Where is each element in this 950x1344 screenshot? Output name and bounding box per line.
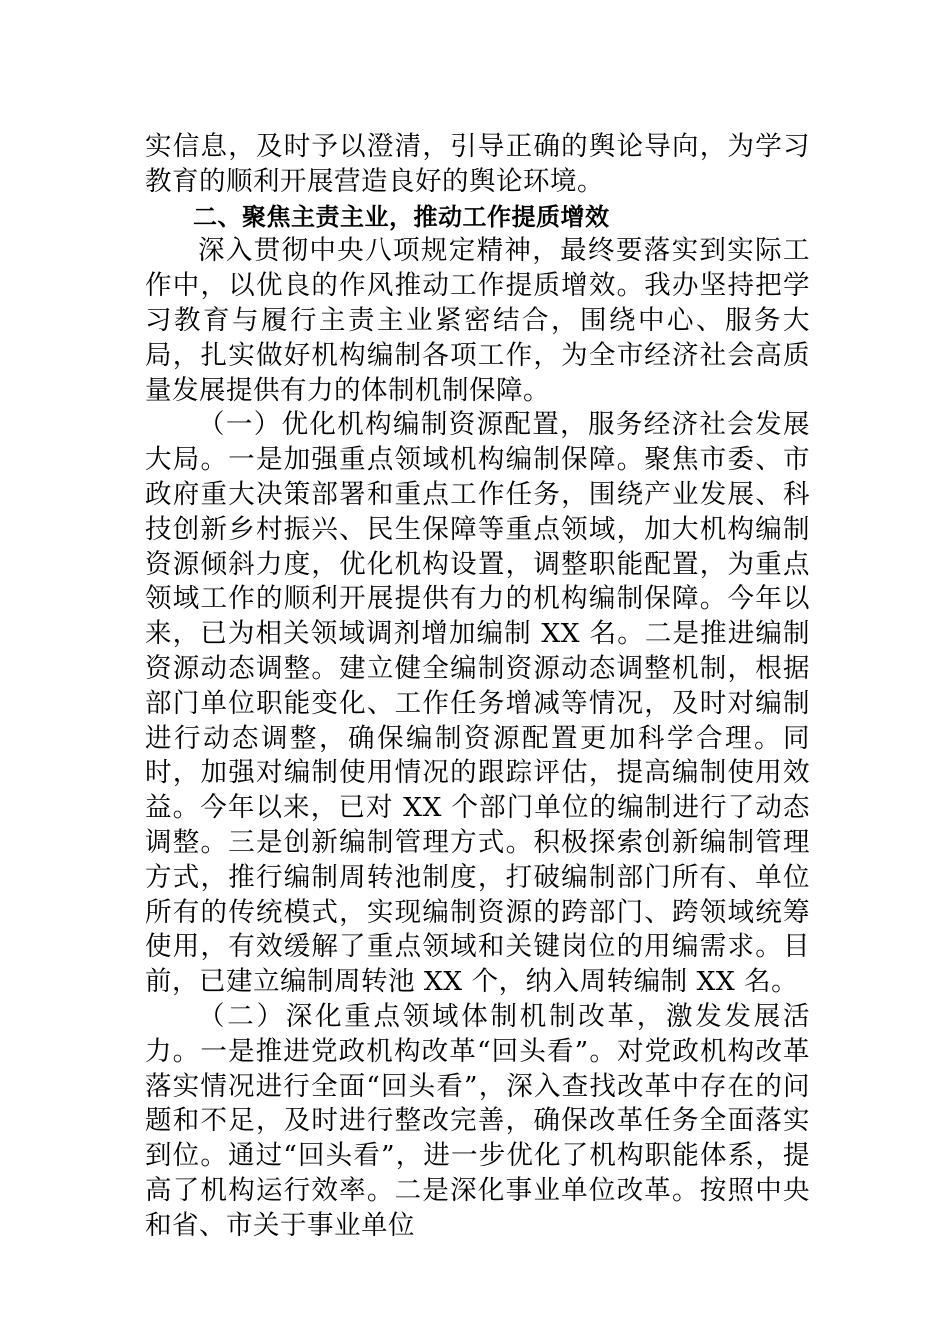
- paragraph-continuation: 实信息，及时予以澄清，引导正确的舆论导向，为学习教育的顺利开展营造良好的舆论环境。: [145, 131, 810, 197]
- paragraph-intro: 深入贯彻中央八项规定精神，最终要落实到实际工作中，以优良的作风推动工作提质增效。我办坚持把学习教育与履行主责主业紧密结合，围绕中心、服务大局，扎实做好机构编制各项工作，为全市经济社会高质量发展提供有力的体制机制保障。: [145, 235, 810, 406]
- paragraph-subsection-2: （二）深化重点领域体制机制改革，激发发展活力。一是推进党政机构改革“回头看”。对党政机构改革落实情况进行全面“回头看”，深入查找改革中存在的问题和不足，及时进行整改完善，确保改革任务全面落实到位。通过“回头看”，进一步优化了机构职能体系，提高了机构运行效率。二是深化事业单位改革。按照中央和省、市关于事业单位: [145, 1000, 810, 1241]
- document-body: [145, 130, 810, 1244]
- paragraph-subsection-1: （一）优化机构编制资源配置，服务经济社会发展大局。一是加强重点领域机构编制保障。聚焦市委、市政府重大决策部署和重点工作任务，围绕产业发展、科技创新乡村振兴、民生保障等重点领域，加大机构编制资源倾斜力度，优化机构设置，调整职能配置，为重点领域工作的顺利开展提供有力的机构编制保障。今年以来，已为相关领域调剂增加编制 XX 名。二是推进编制资源动态调整。建立健全编制资源动态调整机制，根据部门单位职能变化、工作任务增减等情况，及时对编制进行动态调整，确保编制资源配置更加科学合理。同时，加强对编制使用情况的跟踪评估，提高编制使用效益。今年以来，已对 XX 个部门单位的编制进行了动态调整。三是创新编制管理方式。积极探索创新编制管理方式，推行编制周转池制度，打破编制部门所有、单位所有的传统模式，实现编制资源的跨部门、跨领域统筹使用，有效缓解了重点领域和关键岗位的用编需求。目前，已建立编制周转池 XX 个，纳入周转编制 XX 名。: [145, 409, 810, 998]
- section-heading: 二、聚焦主责主业，推动工作提质增效: [193, 202, 610, 231]
